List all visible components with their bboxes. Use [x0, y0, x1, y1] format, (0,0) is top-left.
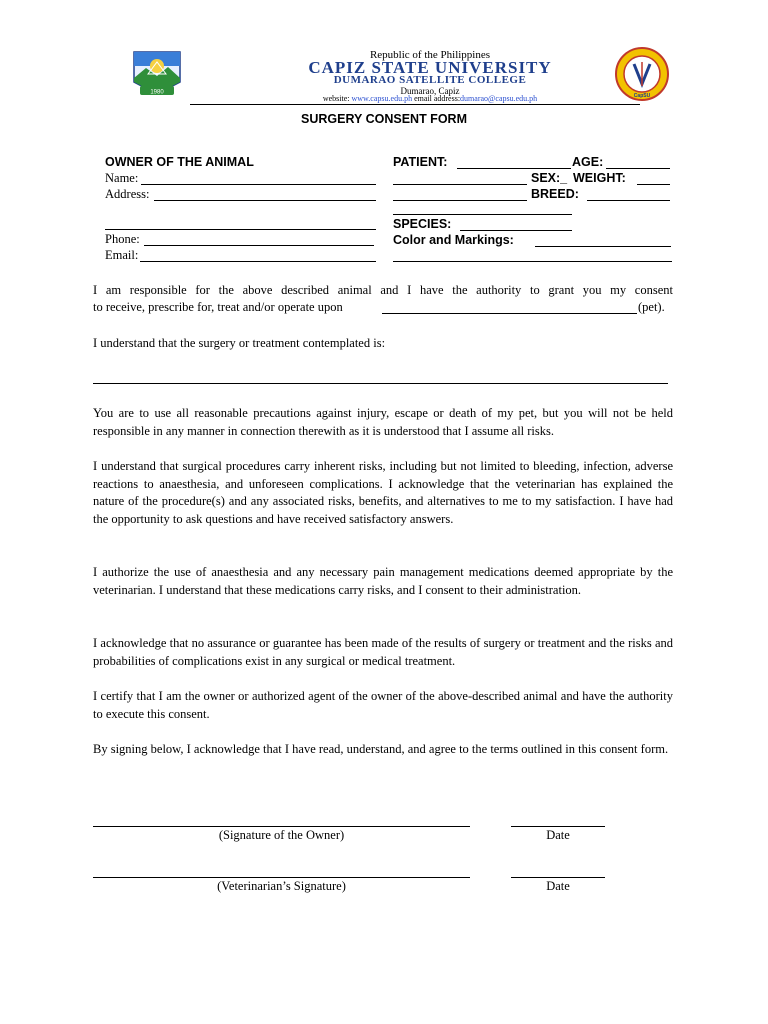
header-divider	[190, 104, 640, 105]
owner-signature-line[interactable]	[93, 826, 470, 827]
owner-heading: OWNER OF THE ANIMAL	[105, 155, 254, 169]
owner-email-field[interactable]	[140, 261, 376, 262]
header-contact	[250, 94, 610, 103]
weight-field[interactable]	[637, 184, 670, 185]
owner-address-label: Address:	[105, 187, 150, 201]
precautions-paragraph: You are to use all reasonable precautions against injury, escape or death of my pet, but you will not be held responsible in any manner in connection therewith as it is understood that I assume all risks.	[93, 406, 673, 438]
form-title: SURGERY CONSENT FORM	[301, 112, 467, 126]
university-logo	[128, 48, 186, 100]
vet-date-caption: Date	[546, 879, 570, 893]
header-college: DUMARAO SATELLITE COLLEGE	[333, 74, 527, 86]
anaesthesia-paragraph: I authorize the use of anaesthesia and any necessary pain management medications deemed appropriate by the veterinarian. I understand that these medications carry risks, and I consent to their administration.	[93, 565, 673, 597]
pet-name-field[interactable]	[382, 313, 637, 314]
vet-date-line[interactable]	[511, 877, 605, 878]
owner-phone-label: Phone:	[105, 232, 140, 246]
owner-signature-caption: (Signature of the Owner)	[218, 828, 345, 842]
weight-label: WEIGHT:	[573, 171, 626, 185]
owner-name-label: Name:	[105, 171, 139, 185]
breed-field[interactable]	[587, 200, 670, 201]
consent-paragraph-1-line-1: I am responsible for the above described animal and I have the authority to grant you my consent	[93, 283, 673, 297]
color-markings-field-2[interactable]	[393, 261, 672, 262]
species-label: SPECIES:	[393, 217, 452, 231]
owner-address-field[interactable]	[154, 200, 376, 201]
no-guarantee-paragraph: I acknowledge that no assurance or guarantee has been made of the results of surgery or treatment and the risks and probabilities of complications exist in any surgical or medical treatment.	[93, 636, 673, 668]
age-label: AGE:	[572, 155, 604, 169]
logo-year: 1980	[150, 89, 164, 96]
consent-paragraph-1-line-2	[93, 299, 673, 317]
website-label: website:	[322, 94, 350, 103]
owner-date-caption: Date	[546, 828, 570, 842]
color-markings-field[interactable]	[535, 246, 671, 247]
owner-email-label: Email:	[105, 248, 139, 262]
patient-extra-field-2[interactable]	[393, 200, 527, 201]
risks-paragraph: I understand that surgical procedures carry inherent risks, including but not limited to bleeding, infection, adverse reactions to anaesthesia, and unforeseen complications. I acknowledge that the veterinarian has explained the nature of the procedure(s) and any associated risks, benefits, and alternatives to me to my satisfaction. I have had the opportunity to ask questions and have received satisfactory answers.	[93, 459, 673, 527]
age-field[interactable]	[606, 168, 670, 169]
email-label: email address:	[414, 94, 461, 103]
species-field[interactable]	[460, 230, 572, 231]
header-university: CAPIZ STATE UNIVERSITY	[308, 58, 552, 77]
header-republic: Republic of the Philippines	[369, 49, 491, 61]
consent-pet-text: to receive, prescribe for, treat and/or operate upon	[93, 300, 343, 314]
owner-address-field-2[interactable]	[105, 229, 376, 230]
email-link[interactable]: dumarao@capsu.edu.ph	[460, 94, 538, 103]
patient-field[interactable]	[457, 168, 571, 169]
website-link[interactable]: www.capsu.edu.ph	[351, 94, 413, 103]
header-town: Dumarao, Capiz	[400, 86, 460, 96]
seal-abbr: CapSU	[633, 93, 651, 99]
owner-certify-paragraph: I certify that I am the owner or authorized agent of the owner of the above-described animal and have the authority to execute this consent.	[93, 689, 673, 721]
owner-date-line[interactable]	[511, 826, 605, 827]
vet-signature-line[interactable]	[93, 877, 470, 878]
treatment-field[interactable]	[93, 383, 668, 384]
pet-suffix: (pet).	[638, 300, 665, 314]
sex-label: SEX:_	[531, 171, 568, 185]
vet-signature-caption: (Veterinarian’s Signature)	[217, 879, 346, 893]
patient-extra-field[interactable]	[393, 184, 527, 185]
college-seal-logo	[614, 46, 670, 102]
color-markings-label: Color and Markings:	[393, 233, 514, 247]
owner-phone-field[interactable]	[144, 245, 374, 246]
owner-name-field[interactable]	[141, 184, 376, 185]
breed-label: BREED:	[531, 187, 579, 201]
patient-extra-field-3[interactable]	[393, 214, 572, 215]
acknowledge-paragraph: By signing below, I acknowledge that I have read, understand, and agree to the terms outlined in this consent form.	[93, 742, 669, 756]
patient-label: PATIENT:	[393, 155, 448, 169]
treatment-paragraph: I understand that the surgery or treatment contemplated is:	[93, 336, 386, 350]
